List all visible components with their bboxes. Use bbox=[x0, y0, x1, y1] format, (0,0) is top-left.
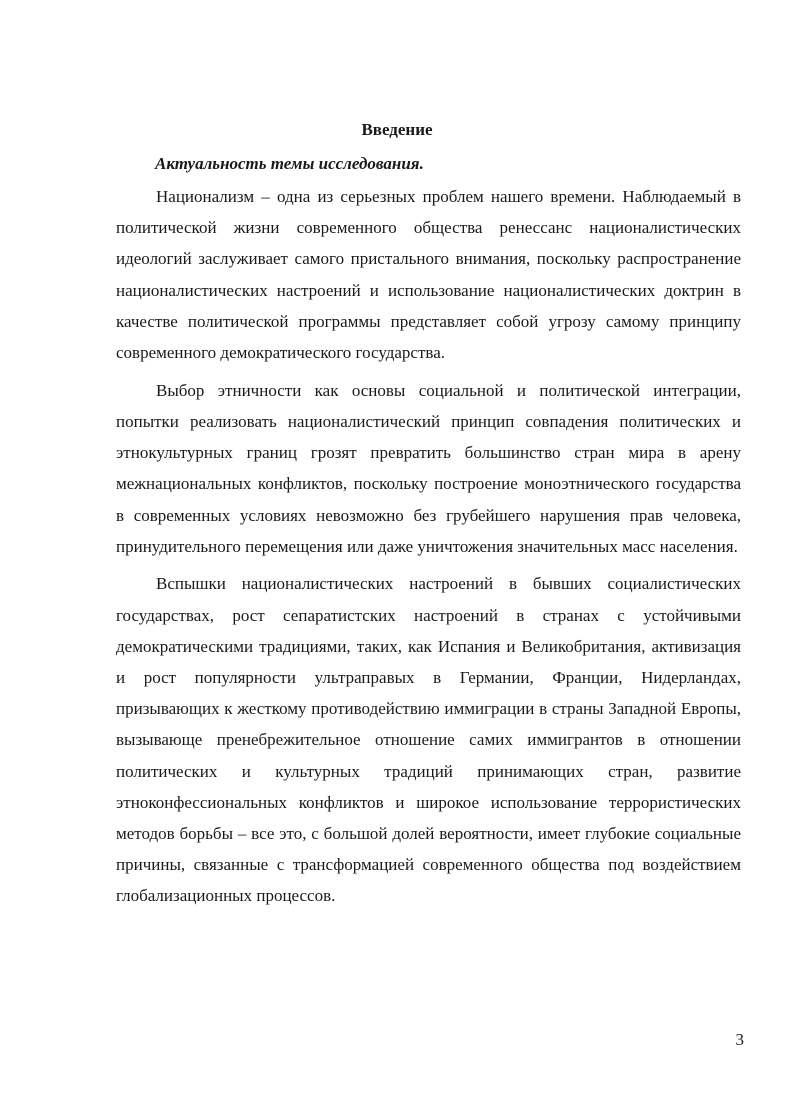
page-title: Введение bbox=[361, 120, 433, 139]
page-number: 3 bbox=[735, 1030, 744, 1049]
section-subtitle: Актуальность темы исследования. bbox=[155, 154, 424, 173]
body-text bbox=[116, 181, 741, 918]
paragraph-3: Вспышки националистических настроений в бывших социалистических государствах, рост сепаратистских настроений в странах с устойчивыми демократическими традициями, таких, как Испания и Великобритания, активизация и рост популярности ультраправых в Германии, Франции, Нидерландах, призывающих к жесткому противодействию иммиграции в страны Западной Европы, вызывающе пренебрежительное отношение самих иммигрантов в отношении политических и культурных традиций принимающих стран, развитие этноконфессиональных конфликтов и широкое использование террористических методов борьбы – все это, с большой долей вероятности, имеет глубокие социальные причины, связанные с трансформацией современного общества под воздействием глобализационных процессов. bbox=[116, 574, 741, 906]
paragraph-2: Выбор этничности как основы социальной и политической интеграции, попытки реализовать националистический принцип совпадения политических и этнокультурных границ грозят превратить большинство стран мира в арену межнациональных конфликтов, поскольку построение моноэтнического государства в современных условиях невозможно без грубейшего нарушения прав человека, принудительного перемещения или даже уничтожения значительных масс населения. bbox=[116, 380, 741, 556]
paragraph-1: Национализм – одна из серьезных проблем нашего времени. Наблюдаемый в политической жизни современного общества ренессанс националистических идеологий заслуживает самого пристального внимания, поскольку распространение националистических настроений и использование националистических доктрин в качестве политической программы представляет собой угрозу самому принципу современного демократического государства. bbox=[116, 187, 741, 363]
